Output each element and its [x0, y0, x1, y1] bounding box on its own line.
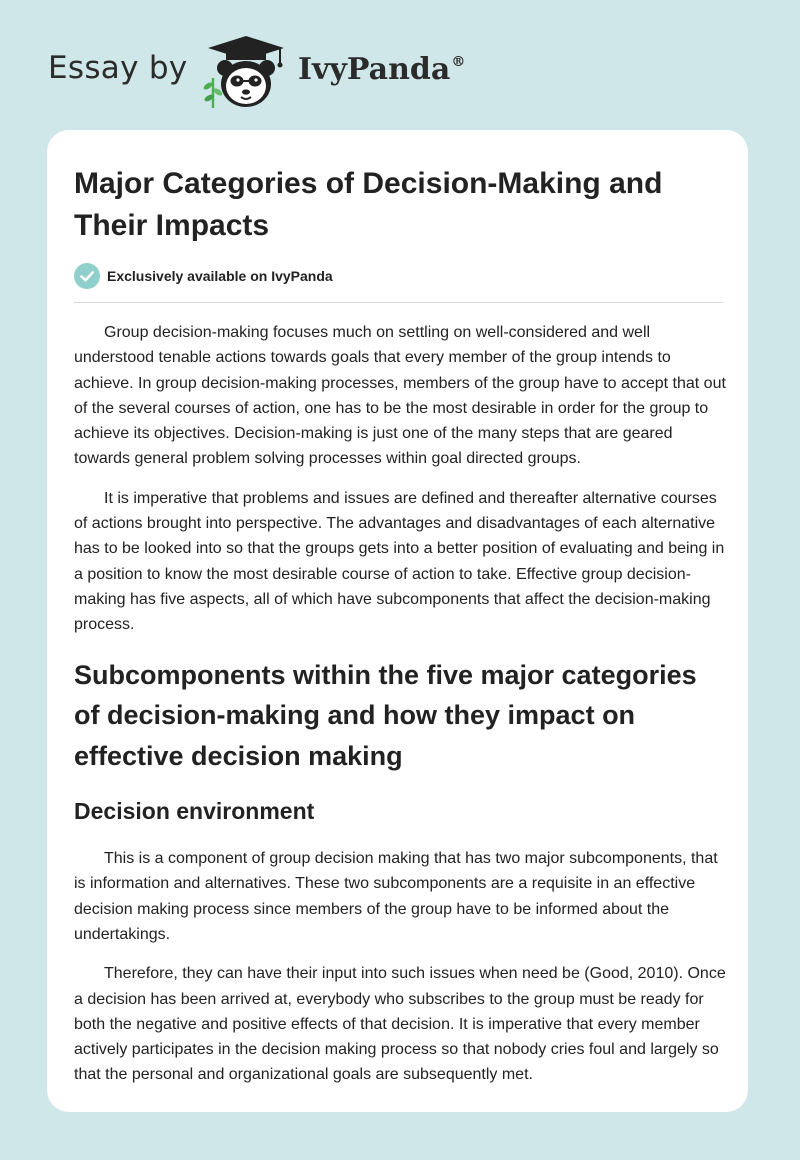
paragraph: Group decision-making focuses much on settling on well-considered and well understood tenable actions towards goals that every member of the group intends to achieve. In group decision-making processes, members of the group have to accept that out of the several courses of action, one has to be the most desirable in order for the group to achieve its objectives. Decision-making is just one of the many steps that are geared towards general problem solving processes within goal directed groups.	[74, 324, 726, 468]
essay-card	[47, 130, 748, 1112]
exclusive-badge-text: Exclusively available on IvyPanda	[107, 268, 333, 284]
check-circle-icon	[74, 263, 100, 289]
site-header	[0, 0, 800, 130]
brand-name-text: IvyPanda	[298, 52, 451, 87]
ivypanda-wordmark[interactable]	[298, 52, 465, 87]
section-heading: Subcomponents within the five major categories of decision-making and how they impact on effective decision making	[74, 659, 697, 771]
panda-graduate-logo-icon[interactable]	[200, 34, 292, 110]
paragraph: This is a component of group decision making that has two major subcomponents, that is information and alternatives. These two subcomponents are a requisite in an effective decision making process since members of the group have to be informed about the undertakings.	[74, 850, 718, 943]
subsection-heading: Decision environment	[74, 798, 315, 825]
paragraph: It is imperative that problems and issues are defined and thereafter alternative courses of actions brought into perspective. The advantages and disadvantages of each alternative has to be looked into so that the groups gets into a better position of evaluating and being in a position to know the most desirable course of action to take. Effective group decision-making has five aspects, all of which have subcomponents that affect the decision-making process.	[74, 489, 725, 634]
essay-by-label: Essay by	[48, 50, 188, 86]
registered-mark: ®	[451, 54, 466, 70]
essay-title: Major Categories of Decision-Making and Their Impacts	[74, 167, 663, 242]
exclusive-badge	[74, 263, 333, 289]
essay-body	[74, 320, 726, 1088]
title-divider	[74, 302, 723, 303]
paragraph: Therefore, they can have their input into such issues when need be (Good, 2010). Once a decision has been arrived at, everybody who subscribes to the group must be ready for both the negative and positive effects of that decision. It is imperative that every member actively participates in the decision making process so that nobody cries foul and largely so that the personal and organizational goals are subsequently met.	[74, 965, 726, 1084]
